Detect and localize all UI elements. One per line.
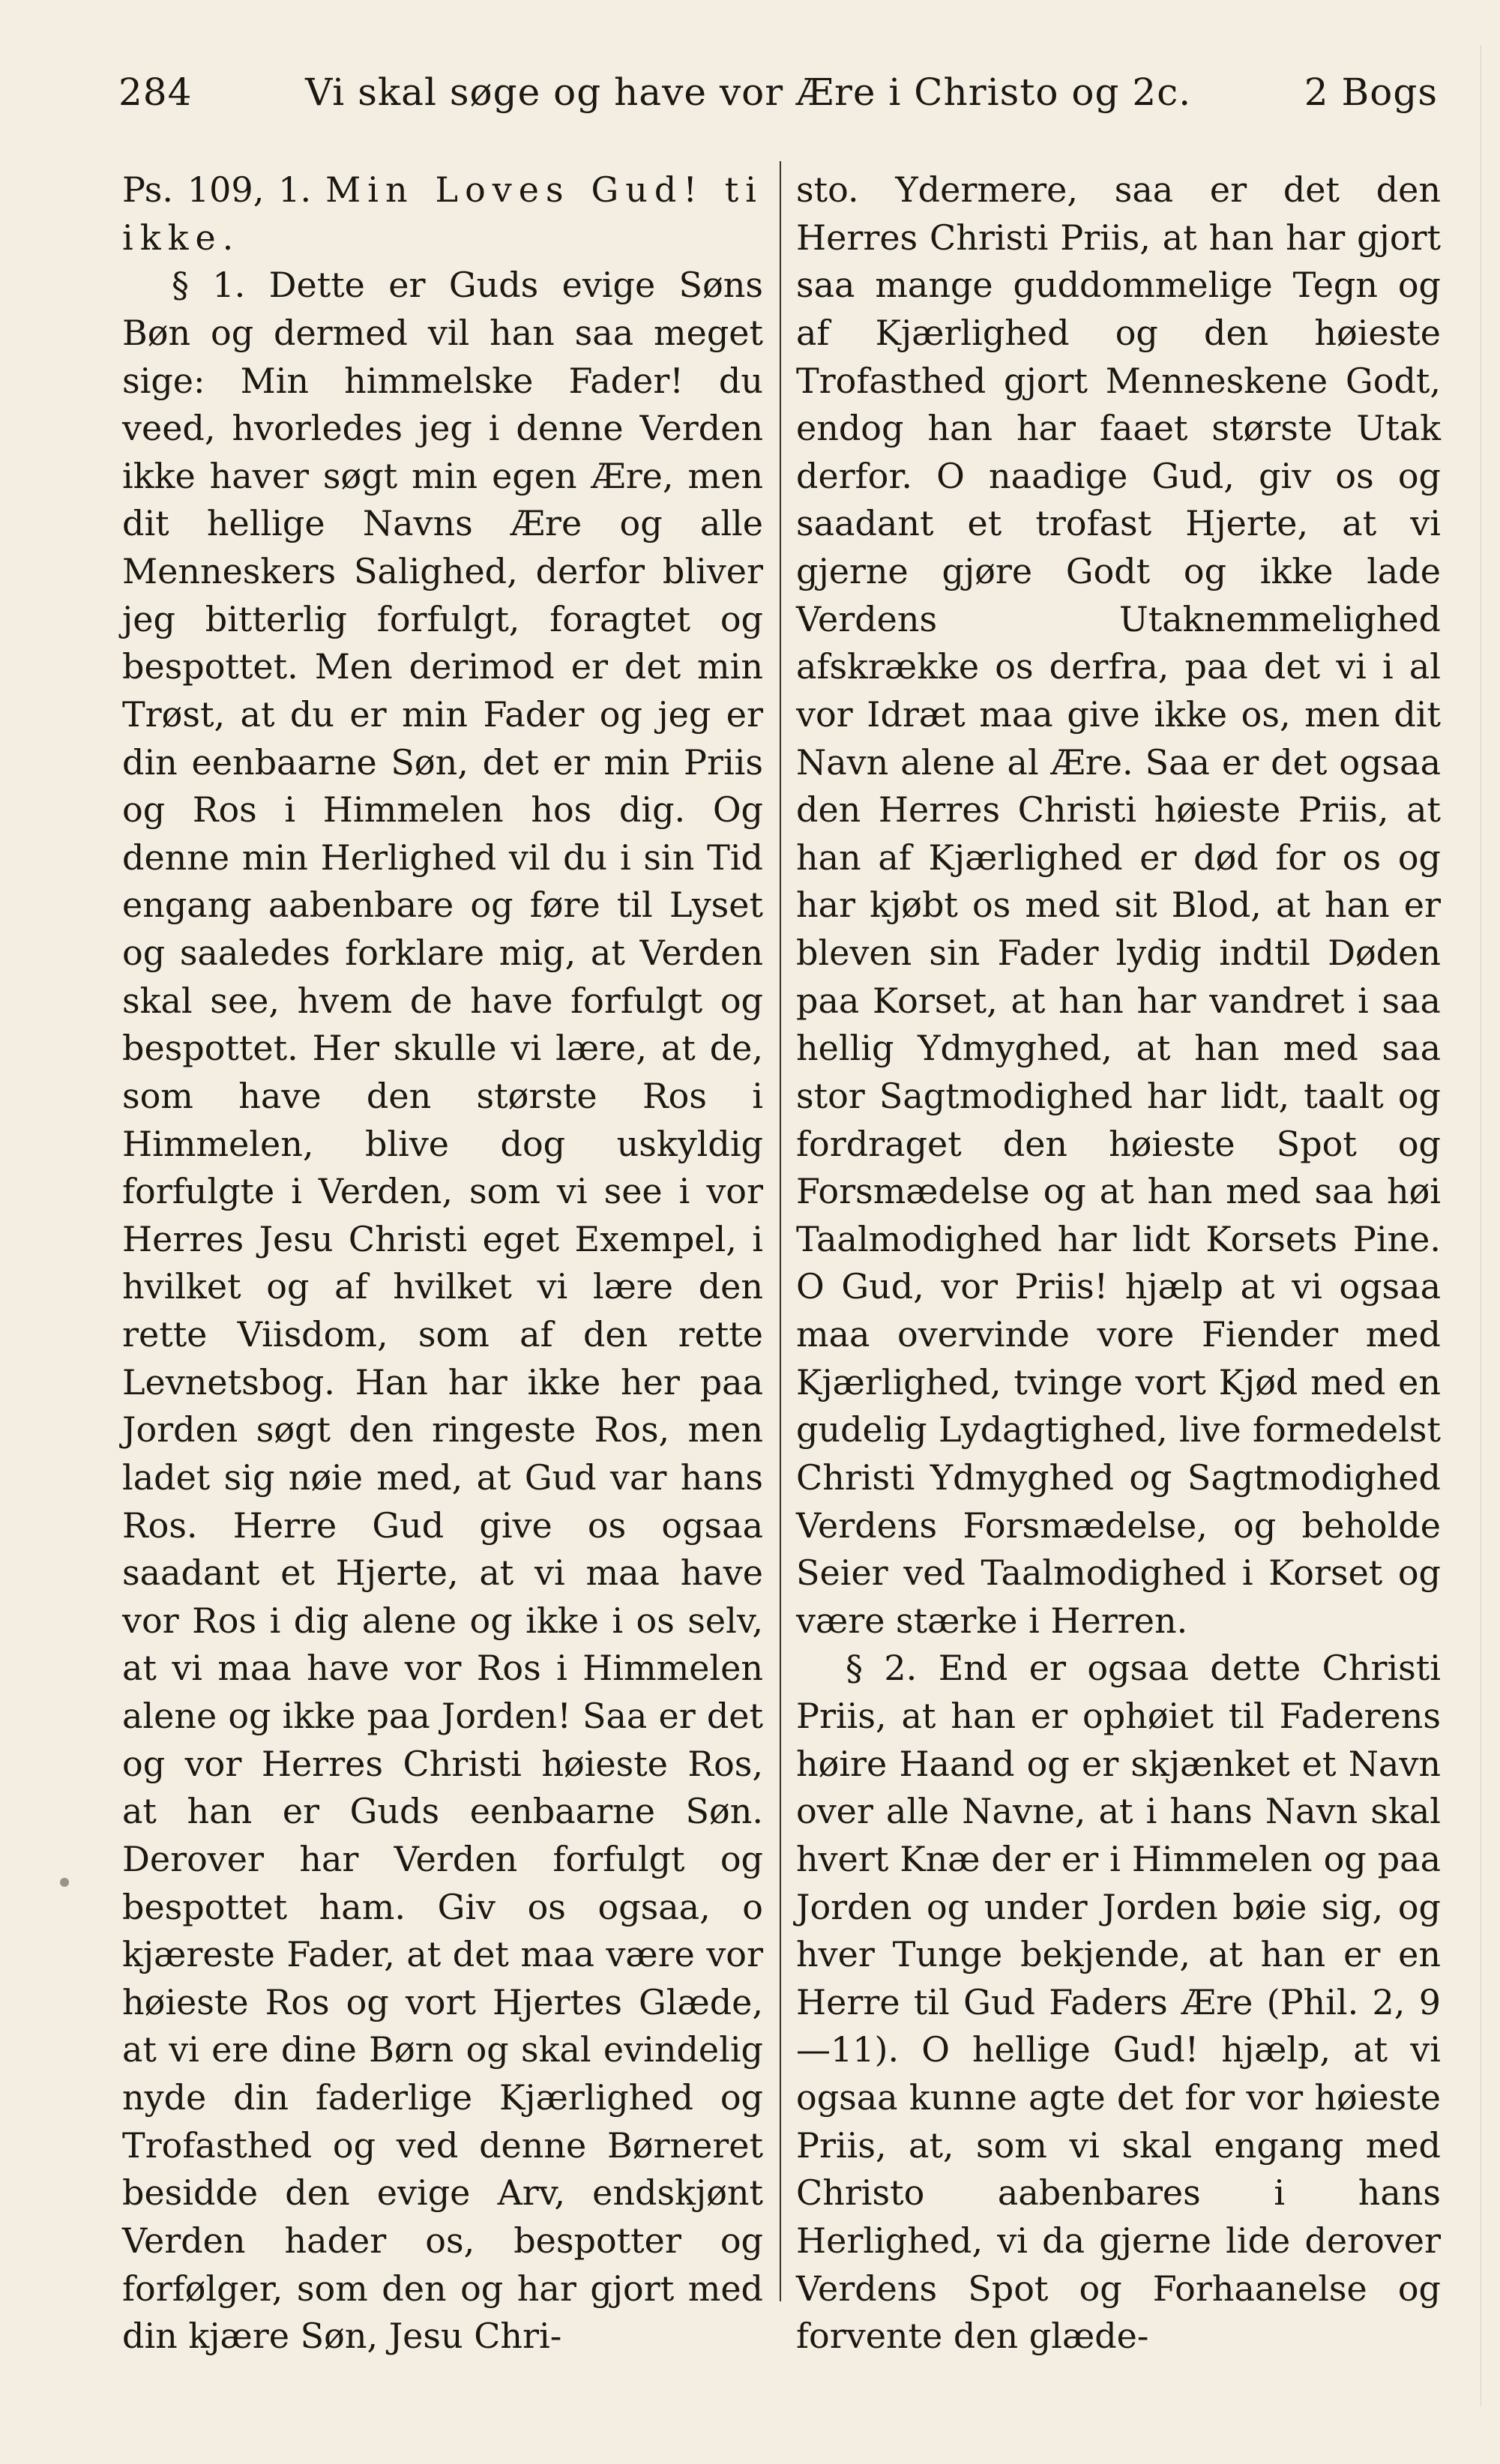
paragraph-1: § 1. Dette er Guds evige Søns Bøn og dermed vil han saa meget sige: Min himmelske Fader! du veed, hvorledes jeg i denne Verden ikke haver søgt min egen Ære, men dit hellige Navns Ære og alle Menneskers Salighed, derfor bliver jeg bitterlig forfulgt, foragtet og bespottet. Men derimod er det min Trøst, at du er min Fader og jeg er din eenbaarne Søn, det er min Priis og Ros i Himmelen hos dig. Og denne min Herlighed vil du i sin Tid engang aabenbare og føre til Lyset og saaledes forklare mig, at Verden skal see, hvem de have forfulgt og bespottet. Her skulle vi lære, at de, som have den største Ros i Himmelen, blive dog uskyldig forfulgte i Verden, som vi see i vor Herres Jesu Christi eget Exempel, i hvilket og af hvilket vi lære den rette Viisdom, som af den rette Levnetsbog. Han har ikke her paa Jorden søgt den ringeste Ros, men ladet sig nøie med, at Gud var hans Ros. Herre Gud give os ogsaa saadant et Hjerte, at vi maa have vor Ros i dig alene og ikke i os selv, at vi maa have vor Ros i Himmelen alene og ikke paa Jorden! Saa er det og vor Herres Christi høieste Ros, at han er Guds eenbaarne Søn. Derover har Verden forfulgt og bespottet ham. Giv os ogsaa, o kjæreste Fader, at det maa være vor høieste Ros og vort Hjertes Glæde, at vi ere dine Børn og skal evindelig nyde din faderlige Kjærlighed og Trofasthed og ved denne Børneret besidde den evige Arv, endskjønt Verden hader os, bespotter og forfølger, som den og har gjort med din kjære Søn, Jesu Chri-: [122, 265, 763, 2357]
page-number: 284: [118, 70, 193, 114]
psalm-incipit: Min Loves Gud! ti ikke.: [122, 169, 764, 258]
psalm-ref-label: Ps. 109, 1.: [122, 169, 312, 210]
left-column: [122, 166, 763, 2361]
column-divider: [780, 161, 781, 2301]
scripture-reference: [122, 166, 763, 262]
book-reference: 2 Bogs: [1304, 70, 1438, 114]
running-header: [118, 58, 1438, 126]
paragraph-2: § 2. End er ogsaa dette Christi Priis, at han er ophøiet til Faderens høire Haand og er skjænket et Navn over alle Navne, at i hans Navn skal hvert Knæ der er i Himmelen og paa Jorden og under Jorden bøie sig, og hver Tunge bekjende, at han er en Herre til Gud Faders Ære (Phil. 2, 9—11). O hellige Gud! hjælp, at vi ogsaa kunne agte det for vor høieste Priis, at, som vi skal engang med Christo aabenbares i hans Herlighed, vi da gjerne lide derover Verdens Spot og Forhaanelse og forvente den glæde-: [796, 1648, 1441, 2357]
running-title: Vi skal søge og have vor Ære i Christo og 2c.: [305, 70, 1192, 114]
paragraph-1-continued: sto. Ydermere, saa er det den Herres Christi Priis, at han har gjort saa mange guddommelige Tegn og af Kjærlighed og den høieste Trofasthed gjort Menneskene Godt, endog han har faaet største Utak derfor. O naadige Gud, giv os og saadant et trofast Hjerte, at vi gjerne gjøre Godt og ikke lade Verdens Utaknemmelighed afskrække os derfra, paa det vi i al vor Idræt maa give ikke os, men dit Navn alene al Ære. Saa er det ogsaa den Herres Christi høieste Priis, at han af Kjærlighed er død for os og har kjøbt os med sit Blod, at han er bleven sin Fader lydig indtil Døden paa Korset, at han har vandret i saa hellig Ydmyghed, at han med saa stor Sagtmodighed har lidt, taalt og fordraget den høieste Spot og Forsmædelse og at han med saa høi Taalmodighed har lidt Korsets Pine. O Gud, vor Priis! hjælp at vi ogsaa maa overvinde vore Fiender med Kjærlighed, tvinge vort Kjød med en gudelig Lydagtighed, live formedelst Christi Ydmyghed og Sagtmodighed Verdens Forsmædelse, og beholde Seier ved Taalmodighed i Korset og være stærke i Herren.: [796, 169, 1441, 1641]
right-column: [796, 166, 1441, 2361]
margin-speck: [60, 1878, 69, 1887]
